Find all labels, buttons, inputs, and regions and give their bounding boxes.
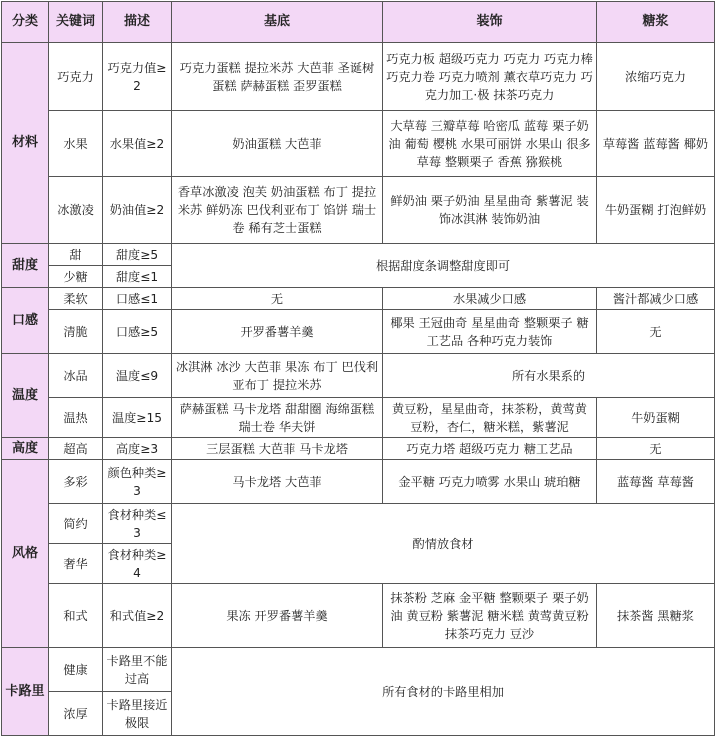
syrup-cell: 无	[597, 310, 715, 354]
description-cell: 口感≤1	[103, 288, 172, 310]
description-cell: 食材种类≥4	[103, 544, 172, 584]
merged-note-cell: 酌情放食材	[172, 504, 715, 584]
table-row	[2, 244, 715, 266]
syrup-cell: 蓝莓酱 草莓酱	[597, 460, 715, 504]
table-row	[2, 438, 715, 460]
keyword-cell: 冰品	[49, 354, 103, 398]
base-cell: 三层蛋糕 大芭菲 马卡龙塔	[172, 438, 383, 460]
table-row	[2, 398, 715, 438]
base-cell: 巧克力蛋糕 提拉米苏 大芭菲 圣诞树蛋糕 萨赫蛋糕 歪罗蛋糕	[172, 43, 383, 111]
table-row	[2, 111, 715, 177]
base-cell: 萨赫蛋糕 马卡龙塔 甜甜圈 海绵蛋糕 瑞士卷 华夫饼	[172, 398, 383, 438]
keyword-cell: 健康	[49, 648, 103, 692]
table-row	[2, 310, 715, 354]
syrup-cell: 草莓酱 蓝莓酱 椰奶	[597, 111, 715, 177]
description-cell: 颜色种类≥3	[103, 460, 172, 504]
description-cell: 温度≥15	[103, 398, 172, 438]
keyword-cell: 超高	[49, 438, 103, 460]
base-cell: 开罗番薯羊羹	[172, 310, 383, 354]
table-row	[2, 43, 715, 111]
description-cell: 和式值≥2	[103, 584, 172, 648]
keyword-cell: 冰激凌	[49, 177, 103, 244]
header-category: 分类	[2, 2, 49, 43]
header-keyword: 关键词	[49, 2, 103, 43]
category-cell: 甜度	[2, 244, 49, 288]
syrup-cell: 浓缩巧克力	[597, 43, 715, 111]
decoration-cell: 金平糖 巧克力喷雾 水果山 琥珀糖	[383, 460, 597, 504]
keyword-cell: 柔软	[49, 288, 103, 310]
table-row	[2, 648, 715, 692]
category-cell: 口感	[2, 288, 49, 354]
decoration-cell: 鲜奶油 栗子奶油 星星曲奇 紫薯泥 装饰冰淇淋 装饰奶油	[383, 177, 597, 244]
decoration-cell: 水果减少口感	[383, 288, 597, 310]
description-cell: 水果值≥2	[103, 111, 172, 177]
syrup-cell: 无	[597, 438, 715, 460]
syrup-cell: 抹茶酱 黑糖浆	[597, 584, 715, 648]
header-syrup: 糖浆	[597, 2, 715, 43]
keyword-cell: 奢华	[49, 544, 103, 584]
recipe-attribute-table	[1, 1, 715, 736]
description-cell: 卡路里接近极限	[103, 692, 172, 736]
category-cell: 材料	[2, 43, 49, 244]
keyword-cell: 多彩	[49, 460, 103, 504]
decoration-syrup-cell: 所有水果系的	[383, 354, 715, 398]
decoration-cell: 巧克力塔 超级巧克力 糖工艺品	[383, 438, 597, 460]
table-row	[2, 288, 715, 310]
category-cell: 卡路里	[2, 648, 49, 736]
decoration-cell: 椰果 王冠曲奇 星星曲奇 整颗栗子 糖工艺品 各种巧克力装饰	[383, 310, 597, 354]
base-cell: 马卡龙塔 大芭菲	[172, 460, 383, 504]
header-decoration: 装饰	[383, 2, 597, 43]
keyword-cell: 浓厚	[49, 692, 103, 736]
keyword-cell: 和式	[49, 584, 103, 648]
description-cell: 温度≤9	[103, 354, 172, 398]
merged-note-cell: 所有食材的卡路里相加	[172, 648, 715, 736]
decoration-cell: 抹茶粉 芝麻 金平糖 整颗栗子 栗子奶油 黄豆粉 紫薯泥 糖米糕 黄莺黄豆粉 抹茶巧克力 豆沙	[383, 584, 597, 648]
category-cell: 温度	[2, 354, 49, 438]
table-row	[2, 460, 715, 504]
syrup-cell: 牛奶蛋糊	[597, 398, 715, 438]
description-cell: 甜度≤1	[103, 266, 172, 288]
description-cell: 食材种类≤3	[103, 504, 172, 544]
base-cell: 果冻 开罗番薯羊羹	[172, 584, 383, 648]
syrup-cell: 牛奶蛋糊 打泡鲜奶	[597, 177, 715, 244]
keyword-cell: 少糖	[49, 266, 103, 288]
keyword-cell: 水果	[49, 111, 103, 177]
decoration-cell: 巧克力板 超级巧克力 巧克力 巧克力棒 巧克力卷 巧克力喷剂 薰衣草巧克力 巧克力加工·极 抹茶巧克力	[383, 43, 597, 111]
category-cell: 风格	[2, 460, 49, 648]
keyword-cell: 简约	[49, 504, 103, 544]
base-cell: 香草冰激凌 泡芙 奶油蛋糕 布丁 提拉米苏 鲜奶冻 巴伐利亚布丁 馅饼 瑞士卷 稀有芝士蛋糕	[172, 177, 383, 244]
table-row	[2, 504, 715, 544]
base-cell: 奶油蛋糕 大芭菲	[172, 111, 383, 177]
decoration-cell: 黄豆粉，星星曲奇，抹茶粉，黄莺黄豆粉，杏仁，糖米糕，紫薯泥	[383, 398, 597, 438]
keyword-cell: 清脆	[49, 310, 103, 354]
syrup-cell: 酱汁都减少口感	[597, 288, 715, 310]
header-row	[2, 2, 715, 43]
category-cell: 高度	[2, 438, 49, 460]
description-cell: 甜度≥5	[103, 244, 172, 266]
header-description: 描述	[103, 2, 172, 43]
base-cell: 冰淇淋 冰沙 大芭菲 果冻 布丁 巴伐利亚布丁 提拉米苏	[172, 354, 383, 398]
description-cell: 口感≥5	[103, 310, 172, 354]
description-cell: 巧克力值≥2	[103, 43, 172, 111]
decoration-cell: 大草莓 三瓣草莓 哈密瓜 蓝莓 栗子奶油 葡萄 樱桃 水果可丽饼 水果山 很多草莓 整颗栗子 香蕉 猕猴桃	[383, 111, 597, 177]
description-cell: 奶油值≥2	[103, 177, 172, 244]
keyword-cell: 温热	[49, 398, 103, 438]
keyword-cell: 巧克力	[49, 43, 103, 111]
table-row	[2, 584, 715, 648]
description-cell: 高度≥3	[103, 438, 172, 460]
table-row	[2, 354, 715, 398]
base-cell: 无	[172, 288, 383, 310]
keyword-cell: 甜	[49, 244, 103, 266]
header-base: 基底	[172, 2, 383, 43]
merged-note-cell: 根据甜度条调整甜度即可	[172, 244, 715, 288]
description-cell: 卡路里不能过高	[103, 648, 172, 692]
table-row	[2, 177, 715, 244]
